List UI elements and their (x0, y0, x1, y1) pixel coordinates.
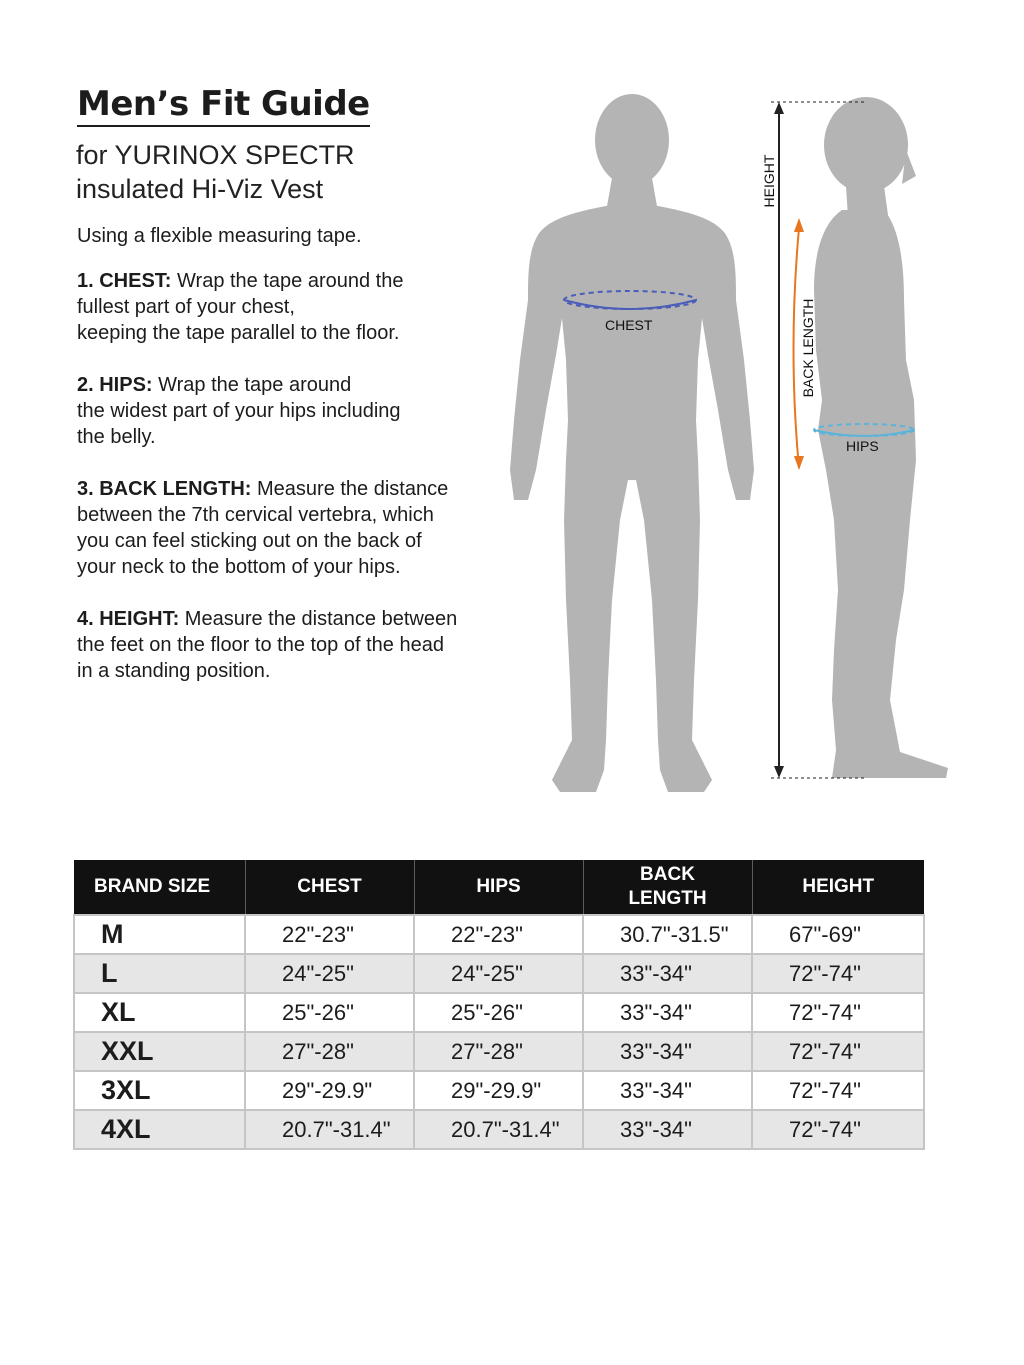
height-cell: 72"-74" (752, 1071, 924, 1110)
step-text: keeping the tape parallel to the floor. (77, 322, 400, 344)
header-chest: CHEST (245, 860, 414, 915)
step-text: you can feel sticking out on the back of (77, 530, 422, 552)
step-label: 1. CHEST: (77, 270, 172, 292)
back-length-cell: 33"-34" (583, 1110, 752, 1149)
subtitle-line-2: insulated Hi-Viz Vest (76, 174, 324, 204)
size-cell: M (74, 915, 245, 954)
step-chest (77, 268, 507, 346)
step-label: 3. BACK LENGTH: (77, 478, 252, 500)
page-title: Men’s Fit Guide (77, 84, 370, 127)
subtitle-line-1: for YURINOX SPECTR (76, 140, 355, 170)
back-length-cell: 33"-34" (583, 1071, 752, 1110)
intro-text: Using a flexible measuring tape. (77, 225, 362, 247)
step-label: 2. HIPS: (77, 374, 153, 396)
chest-cell: 24"-25" (245, 954, 414, 993)
header-height: HEIGHT (752, 860, 924, 915)
header-hips: HIPS (414, 860, 583, 915)
back-length-cell: 33"-34" (583, 1032, 752, 1071)
step-text: the widest part of your hips including (77, 400, 401, 422)
body-measurement-figure (490, 80, 970, 820)
hips-cell: 24"-25" (414, 954, 583, 993)
header-brand-size: BRAND SIZE (74, 860, 245, 915)
step-text: between the 7th cervical vertebra, which (77, 504, 434, 526)
header-back-line-2: LENGTH (628, 888, 707, 909)
step-label: 4. HEIGHT: (77, 608, 180, 630)
chest-cell: 27"-28" (245, 1032, 414, 1071)
header-back-line-1: BACK (640, 864, 695, 885)
table-row (74, 1032, 924, 1071)
product-subtitle (76, 138, 436, 206)
step-height (77, 606, 507, 684)
step-back-length (77, 476, 507, 580)
size-cell: XXL (74, 1032, 245, 1071)
hips-cell: 27"-28" (414, 1032, 583, 1071)
chest-label: CHEST (605, 317, 653, 333)
hips-cell: 25"-26" (414, 993, 583, 1032)
back-length-cell: 33"-34" (583, 993, 752, 1032)
hips-cell: 22"-23" (414, 915, 583, 954)
size-cell: L (74, 954, 245, 993)
table-row (74, 954, 924, 993)
header-back-length (583, 860, 752, 915)
chest-cell: 29"-29.9" (245, 1071, 414, 1110)
step-text: your neck to the bottom of your hips. (77, 556, 401, 578)
table-row (74, 993, 924, 1032)
height-label: HEIGHT (761, 154, 777, 208)
step-text: Wrap the tape around the (171, 270, 404, 292)
step-text: in a standing position. (77, 660, 271, 682)
chest-cell: 22"-23" (245, 915, 414, 954)
table-row (74, 915, 924, 954)
step-text: fullest part of your chest, (77, 296, 295, 318)
step-hips (77, 372, 507, 450)
back-length-cell: 33"-34" (583, 954, 752, 993)
step-text: Wrap the tape around (152, 374, 352, 396)
step-text: the belly. (77, 426, 156, 448)
height-cell: 72"-74" (752, 1110, 924, 1149)
back-length-label: BACK LENGTH (800, 298, 816, 398)
step-text: Measure the distance between (179, 608, 458, 630)
front-silhouette (510, 94, 754, 792)
back-length-cell: 30.7"-31.5" (583, 915, 752, 954)
height-cell: 72"-74" (752, 1032, 924, 1071)
size-cell: 3XL (74, 1071, 245, 1110)
hips-label: HIPS (846, 438, 879, 454)
height-cell: 67"-69" (752, 915, 924, 954)
size-cell: XL (74, 993, 245, 1032)
hips-cell: 20.7"-31.4" (414, 1110, 583, 1149)
table-row (74, 1110, 924, 1149)
table-row (74, 1071, 924, 1110)
chest-cell: 25"-26" (245, 993, 414, 1032)
size-chart-table (73, 860, 925, 1150)
height-cell: 72"-74" (752, 993, 924, 1032)
side-silhouette (814, 97, 948, 778)
chest-cell: 20.7"-31.4" (245, 1110, 414, 1149)
size-cell: 4XL (74, 1110, 245, 1149)
hips-cell: 29"-29.9" (414, 1071, 583, 1110)
step-text: Measure the distance (251, 478, 449, 500)
step-text: the feet on the floor to the top of the head (77, 634, 444, 656)
height-cell: 72"-74" (752, 954, 924, 993)
table-header-row (74, 860, 924, 915)
